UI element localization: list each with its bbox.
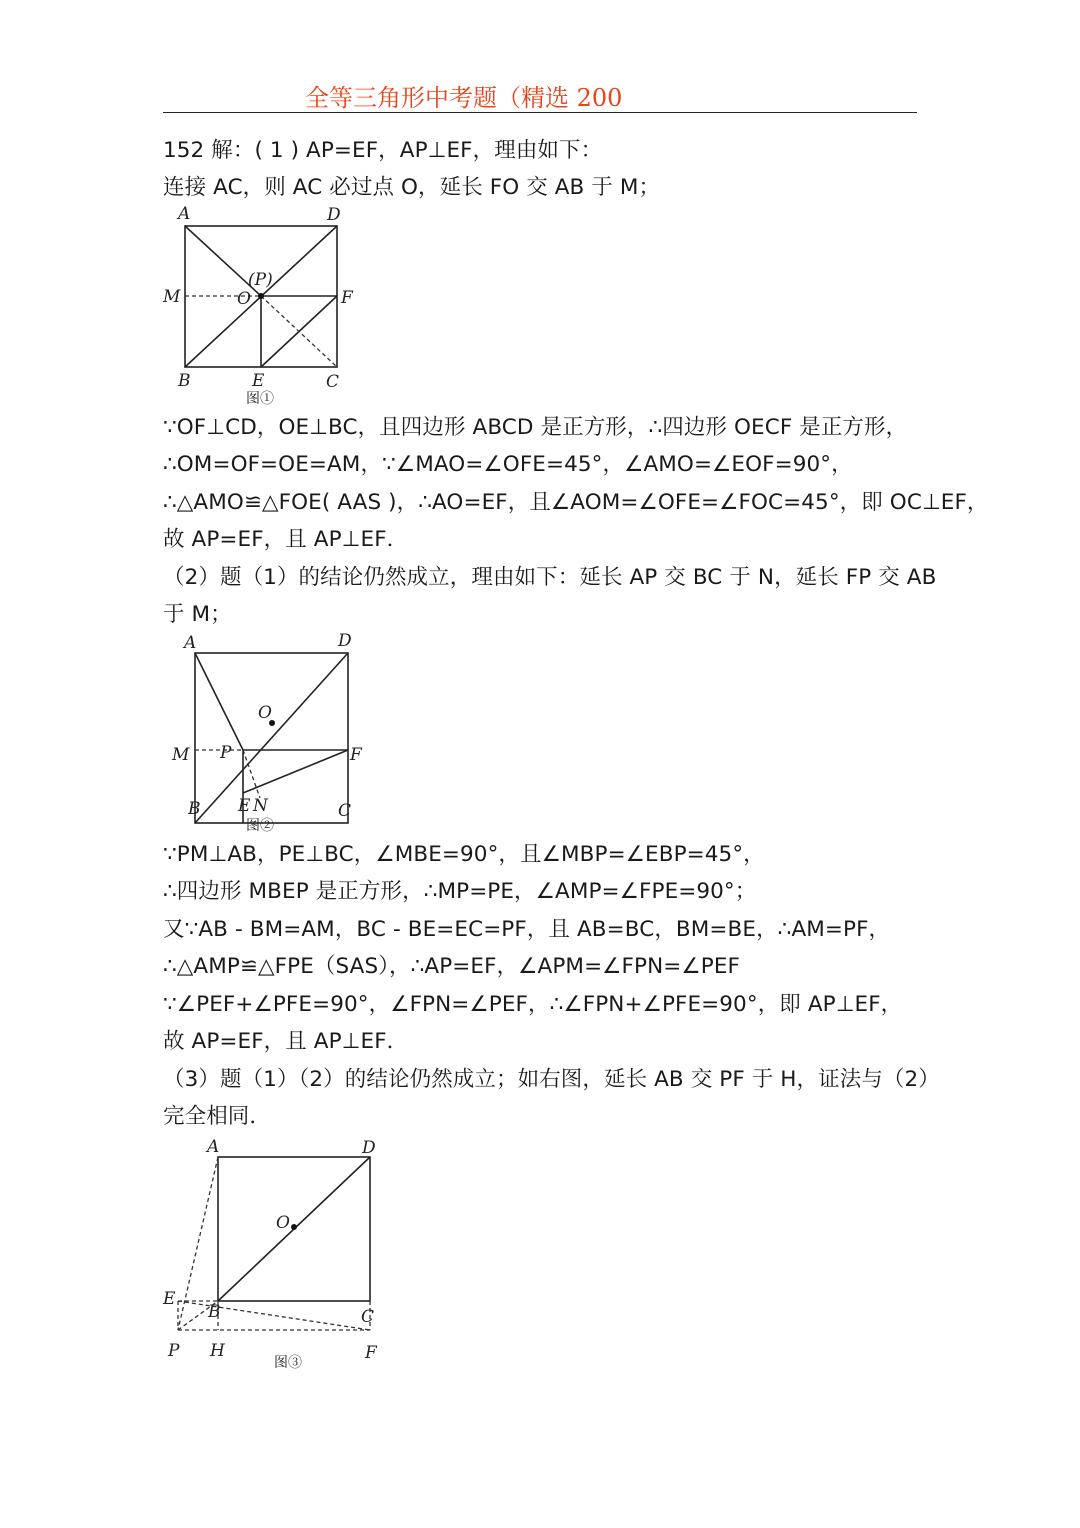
fig2-line-ef — [243, 750, 348, 793]
text-line-3: ∵OF⊥CD，OE⊥BC，且四边形 ABCD 是正方形，∴四边形 OECF 是正方形， — [163, 415, 908, 440]
fig1-label-e: E — [252, 371, 265, 391]
fig2-dashed-pn — [243, 750, 260, 798]
fig3-label-d: D — [362, 1138, 376, 1158]
fig3-dashed-ec — [178, 1301, 370, 1330]
text-line-10: ∴四边形 MBEP 是正方形，∴MP=PE，∠AMP=∠FPE=90°； — [163, 879, 757, 904]
fig2-label-a: A — [184, 633, 197, 653]
fig3-label-f: F — [365, 1343, 377, 1363]
fig2-diagonal-bd — [195, 653, 348, 823]
text-line-4: ∴OM=OF=OE=AM，∵∠MAO=∠OFE=45°，∠AMO=∠EOF=90°， — [163, 452, 853, 477]
fig1-label-c: C — [326, 372, 340, 392]
text-line-16: 完全相同． — [163, 1104, 272, 1129]
text-line-13: ∵∠PEF+∠PFE=90°，∠FPN=∠PEF，∴∠FPN+∠PFE=90°，即 AP⊥EF， — [163, 992, 903, 1017]
fig2-label-d: D — [338, 631, 352, 651]
fig2-label-o: O — [258, 703, 272, 723]
figure-2 — [160, 628, 370, 840]
fig3-label-h: H — [210, 1341, 225, 1361]
fig2-label-f: F — [350, 745, 362, 765]
figure-1 — [160, 200, 370, 410]
text-line-11: 又∵AB - BM=AM，BC - BE=EC=PF，且 AB=BC，BM=BE，∴AM=PF， — [163, 917, 891, 942]
fig3-caption: 图③ — [274, 1355, 302, 1371]
fig3-label-b: B — [208, 1302, 221, 1322]
fig1-label-a: A — [178, 204, 191, 224]
fig1-label-f: F — [341, 288, 353, 308]
fig1-label-d: D — [327, 205, 341, 225]
fig1-caption: 图① — [246, 391, 274, 407]
text-line-12: ∴△AMP≌△FPE（SAS），∴AP=EF，∠APM=∠FPN=∠PEF — [163, 954, 740, 979]
fig2-caption: 图② — [246, 818, 274, 834]
fig2-line-ap — [195, 653, 243, 750]
text-line-2: 连接 AC，则 AC 必过点 O，延长 FO 交 AB 于 M； — [163, 175, 661, 200]
text-line-7: （2）题（1）的结论仍然成立，理由如下：延长 AP 交 BC 于 N，延长 FP 交 AB — [163, 565, 937, 590]
text-line-14: 故 AP=EF，且 AP⊥EF． — [163, 1029, 409, 1054]
fig1-label-m: M — [163, 287, 181, 307]
fig3-label-a: A — [207, 1137, 220, 1157]
text-line-15: （3）题（1）（2）的结论仍然成立；如右图，延长 AB 交 PF 于 H，证法与（2） — [163, 1067, 940, 1092]
fig1-label-b: B — [178, 371, 191, 391]
text-line-5: ∴△AMO≌△FOE( AAS )，∴AO=EF，且∠AOM=∠OFE=∠FOC=45°，即 OC⊥EF， — [163, 490, 989, 515]
text-line-6: 故 AP=EF，且 AP⊥EF． — [163, 527, 409, 552]
fig3-label-e: E — [163, 1289, 176, 1309]
fig2-label-p: P — [220, 743, 232, 763]
text-line-1: 152 解：( 1 ) AP=EF，AP⊥EF，理由如下： — [163, 138, 603, 163]
fig2-label-e: E — [238, 796, 251, 816]
fig2-label-m: M — [172, 745, 190, 765]
fig3-label-p: P — [168, 1341, 180, 1361]
fig2-label-c: C — [338, 801, 352, 821]
text-line-9: ∵PM⊥AB，PE⊥BC，∠MBE=90°，且∠MBP=∠EBP=45°， — [163, 842, 765, 867]
fig3-label-o: O — [276, 1213, 290, 1233]
fig1-point-o — [258, 293, 264, 299]
page-header-title: 全等三角形中考题（精选 200 — [305, 84, 623, 112]
fig3-point-o — [291, 1224, 297, 1230]
fig3-label-c: C — [361, 1307, 375, 1327]
fig2-label-n: N — [253, 796, 268, 816]
fig1-label-o: O — [237, 289, 251, 309]
text-line-8: 于 M； — [163, 602, 232, 627]
figure-3 — [160, 1130, 400, 1375]
header-divider — [163, 112, 917, 113]
fig2-label-b: B — [188, 799, 201, 819]
fig1-label-p: (P) — [248, 270, 273, 290]
